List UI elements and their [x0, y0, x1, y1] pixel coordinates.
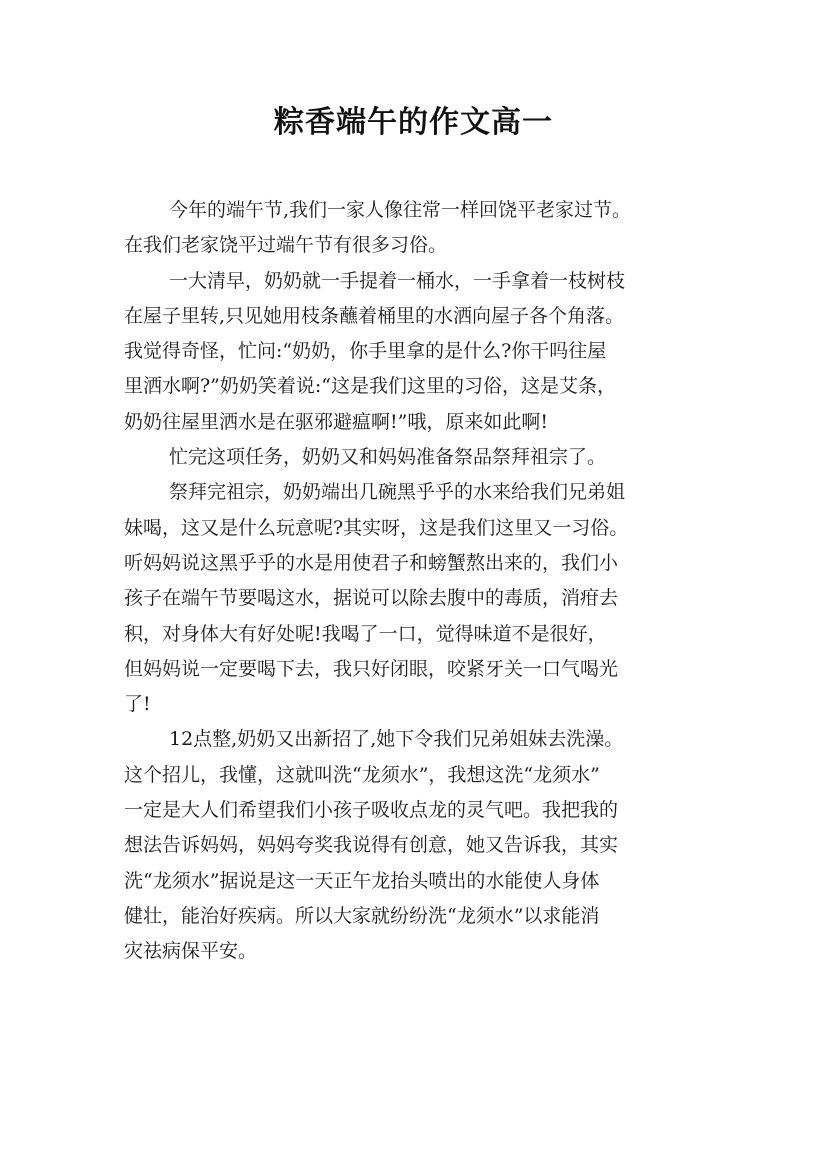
- paragraph-line: 健壮，能治好疾病。所以大家就纷纷洗“龙须水”以求能消: [124, 904, 600, 927]
- paragraph-first-line: 忙完这项任务，奶奶又和妈妈准备祭品祭拜祖宗了。: [169, 446, 607, 469]
- paragraph-line: 灾祛病保平安。: [124, 940, 258, 963]
- paragraph-first-line: 祭拜完祖宗，奶奶端出几碗黑乎乎的水来给我们兄弟姐: [169, 481, 626, 504]
- document-title: 粽香端午的作文高一: [274, 105, 553, 140]
- paragraph-line: 奶奶往屋里洒水是在驱邪避瘟啊!”哦，原来如此啊!: [124, 410, 548, 433]
- paragraph-line: 但妈妈说一定要喝下去，我只好闭眼，咬紧牙关一口气喝光: [124, 657, 619, 680]
- paragraph-line: 孩子在端午节要喝这水，据说可以除去腹中的毒质，消疳去: [124, 587, 619, 610]
- paragraph-line: 在我们老家饶平过端午节有很多习俗。: [124, 234, 448, 257]
- document-body: [124, 193, 714, 970]
- paragraph-line: 一定是大人们希望我们小孩子吸收点龙的灵气吧。我把我的: [124, 799, 619, 822]
- paragraph-line: 我觉得奇怪，忙问:“奶奶，你手里拿的是什么?你干吗往屋: [124, 340, 607, 363]
- paragraph-line: 想法告诉妈妈，妈妈夸奖我说得有创意，她又告诉我，其实: [124, 834, 619, 857]
- paragraph-line: 这个招儿，我懂，这就叫洗“龙须水”，我想这洗“龙须水”: [124, 763, 600, 786]
- paragraph-first-line: 今年的端午节,我们一家人像往常一样回饶平老家过节。: [169, 199, 632, 221]
- paragraph-line: 积，对身体大有好处呢!我喝了一口，觉得味道不是很好，: [124, 622, 607, 645]
- paragraph-line: 在屋子里转,只见她用枝条蘸着桶里的水洒向屋子各个角落。: [124, 304, 625, 327]
- paragraph-line: 听妈妈说这黑乎乎的水是用使君子和螃蟹熬出来的，我们小: [124, 551, 619, 574]
- paragraph-line: 妹喝，这又是什么玩意呢?其实呀，这是我们这里又一习俗。: [124, 516, 629, 539]
- paragraph-first-line: 一大清早，奶奶就一手提着一桶水，一手拿着一枝树枝: [169, 269, 626, 292]
- paragraph-line: 了!: [124, 693, 151, 716]
- paragraph-line: 里洒水啊?”奶奶笑着说:“这是我们这里的习俗，这是艾条，: [124, 375, 617, 398]
- paragraph-first-line: 12点整,奶奶又出新招了,她下令我们兄弟姐妹去洗澡。: [169, 728, 624, 751]
- paragraph-line: 洗“龙须水”据说是这一天正午龙抬头喷出的水能使人身体: [124, 869, 600, 892]
